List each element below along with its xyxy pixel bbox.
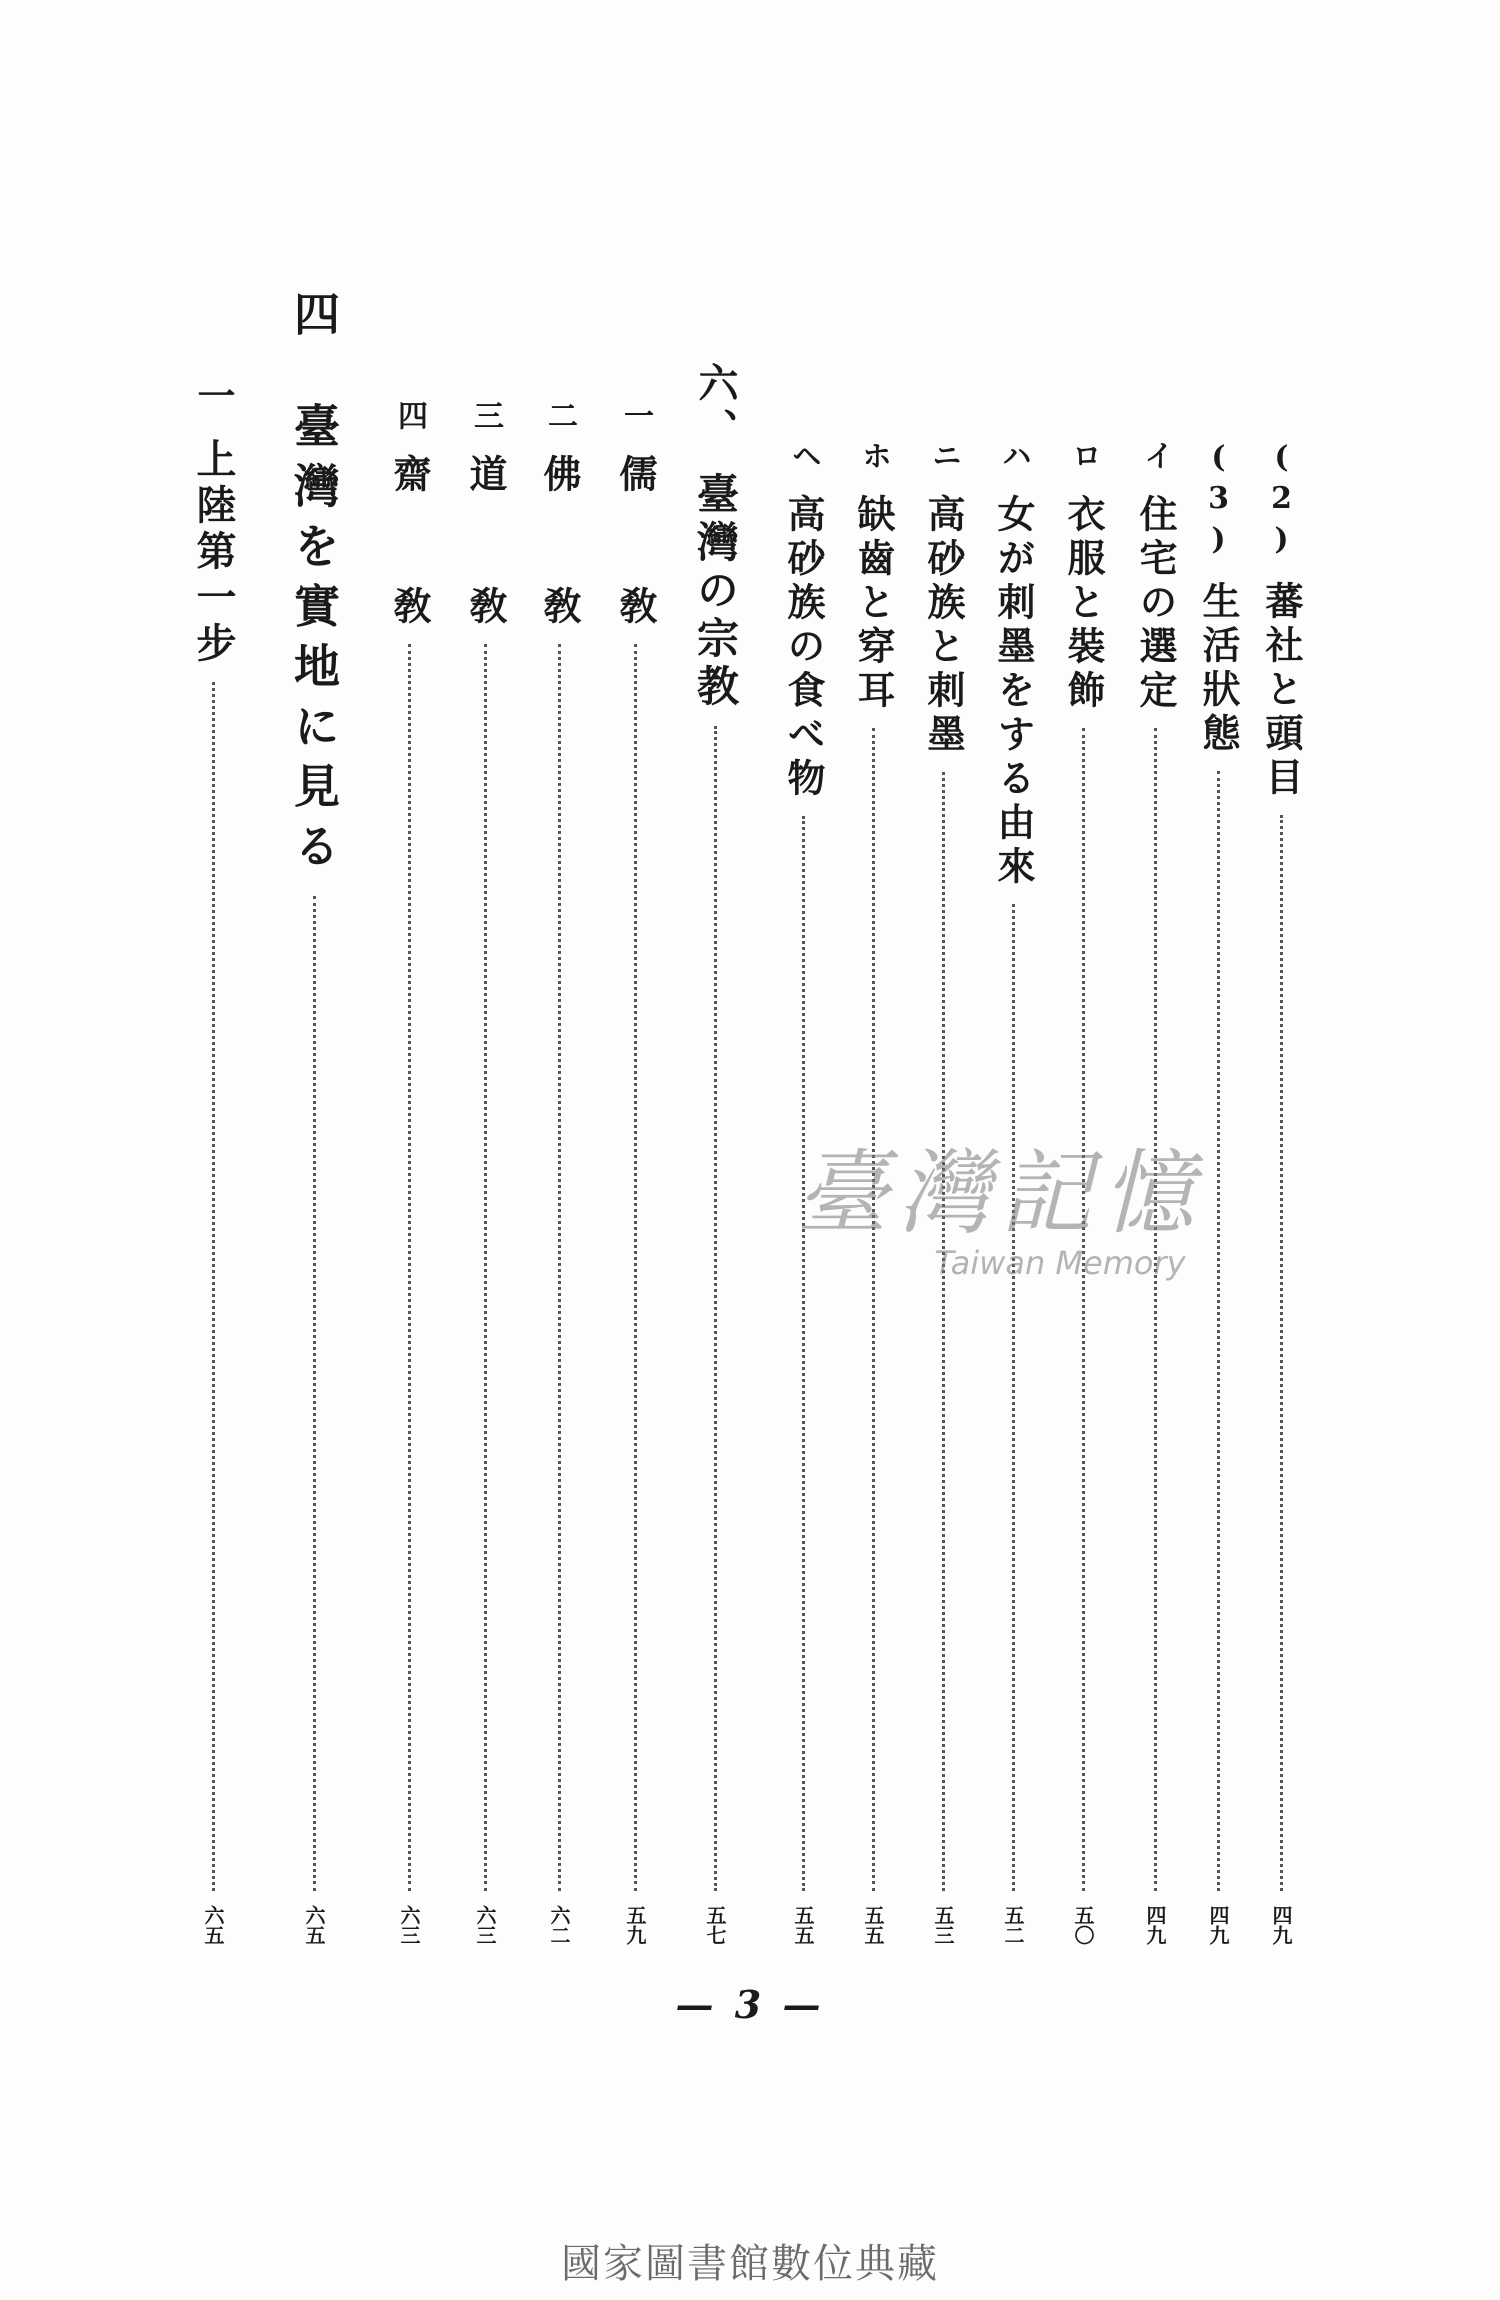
leader-dots [1154,728,1157,1891]
chapter-page: 六五 [302,1905,326,1945]
leader-dots [408,644,411,1891]
entry-number: 二 [542,400,577,436]
entry-number: 四 [392,400,427,436]
leader-dots [558,644,561,1891]
entry-title: 佛 敎 [537,454,582,630]
entry-number: (2) [1264,440,1299,563]
toc-entry [850,440,896,1945]
leader-dots [714,726,717,1891]
entry-number: ハ [996,440,1031,476]
entry-number: ヘ [786,440,821,476]
leader-dots [484,644,487,1891]
toc-entry [612,400,658,1945]
leader-dots [1012,904,1015,1891]
entry-title: 缺齒と穿耳 [851,494,896,714]
chapter-number: 四 [287,290,341,342]
entry-number: 三 [468,400,503,436]
toc-entry [920,440,966,1945]
entry-title: 儒 敎 [613,454,658,630]
entry-title: 住宅の選定 [1133,494,1178,714]
leader-dots [802,816,805,1891]
entry-number: ニ [926,440,961,476]
leader-dots [1082,728,1085,1891]
entry-page: 五二 [1001,1905,1025,1945]
leader-dots [313,896,316,1891]
entry-title: 高砂族の食べ物 [781,494,826,802]
toc-entry [990,440,1036,1945]
entry-number: ホ [856,440,891,476]
toc-entry [462,400,508,1945]
section-title: 臺灣の宗教 [691,472,740,712]
entry-title: 齋 敎 [387,454,432,630]
entry-title: 上陸第一步 [190,438,237,668]
entry-number: 一 [191,376,236,420]
toc-entry [536,400,582,1945]
entry-page: 六二 [547,1905,571,1945]
entry-title: 高砂族と刺墨 [921,494,966,758]
entry-number: ロ [1066,440,1101,476]
chapter-title: 臺灣を實地に見る [287,402,341,882]
entry-page: 六三 [397,1905,421,1945]
toc-entry [1132,440,1178,1945]
leader-dots [1280,815,1283,1891]
entry-page: 六五 [201,1905,225,1945]
entry-page: 四九 [1143,1905,1167,1945]
entry-title: 生活狀態 [1196,581,1241,757]
toc-entry [190,376,236,1945]
entry-title: 衣服と裝飾 [1061,494,1106,714]
toc-section [692,362,738,1945]
watermark-chinese: 臺灣記憶 [795,1140,1204,1247]
entry-number: (3) [1201,440,1236,563]
toc-entry [780,440,826,1945]
entry-number: イ [1138,440,1173,476]
entry-page: 五五 [861,1905,885,1945]
library-caption: 國家圖書館數位典藏 [561,2241,939,2287]
section-page: 五七 [703,1905,727,1945]
entry-page: 五九 [623,1905,647,1945]
toc-entry [1195,440,1241,1945]
entry-title: 女が刺墨をする由來 [991,494,1036,890]
leader-dots [212,682,215,1891]
toc-entry [1258,440,1304,1945]
entry-title: 道 敎 [463,454,508,630]
entry-page: 四九 [1269,1905,1293,1945]
entry-number: 一 [618,400,653,436]
leader-dots [872,728,875,1891]
page-number: — 3 — [675,1982,825,2027]
toc-entry [386,400,432,1945]
entry-page: 五五 [791,1905,815,1945]
entry-title: 蕃社と頭目 [1259,581,1304,801]
leader-dots [1217,771,1220,1891]
entry-page: 六三 [473,1905,497,1945]
watermark-english: Taiwan Memory [934,1244,1186,1282]
toc-chapter [286,290,342,1945]
section-number: 六、 [692,362,739,454]
leader-dots [942,772,945,1891]
entry-page: 五三 [931,1905,955,1945]
toc-entry [1060,440,1106,1945]
entry-page: 四九 [1206,1905,1230,1945]
leader-dots [634,644,637,1891]
entry-page: 五〇 [1071,1905,1095,1945]
